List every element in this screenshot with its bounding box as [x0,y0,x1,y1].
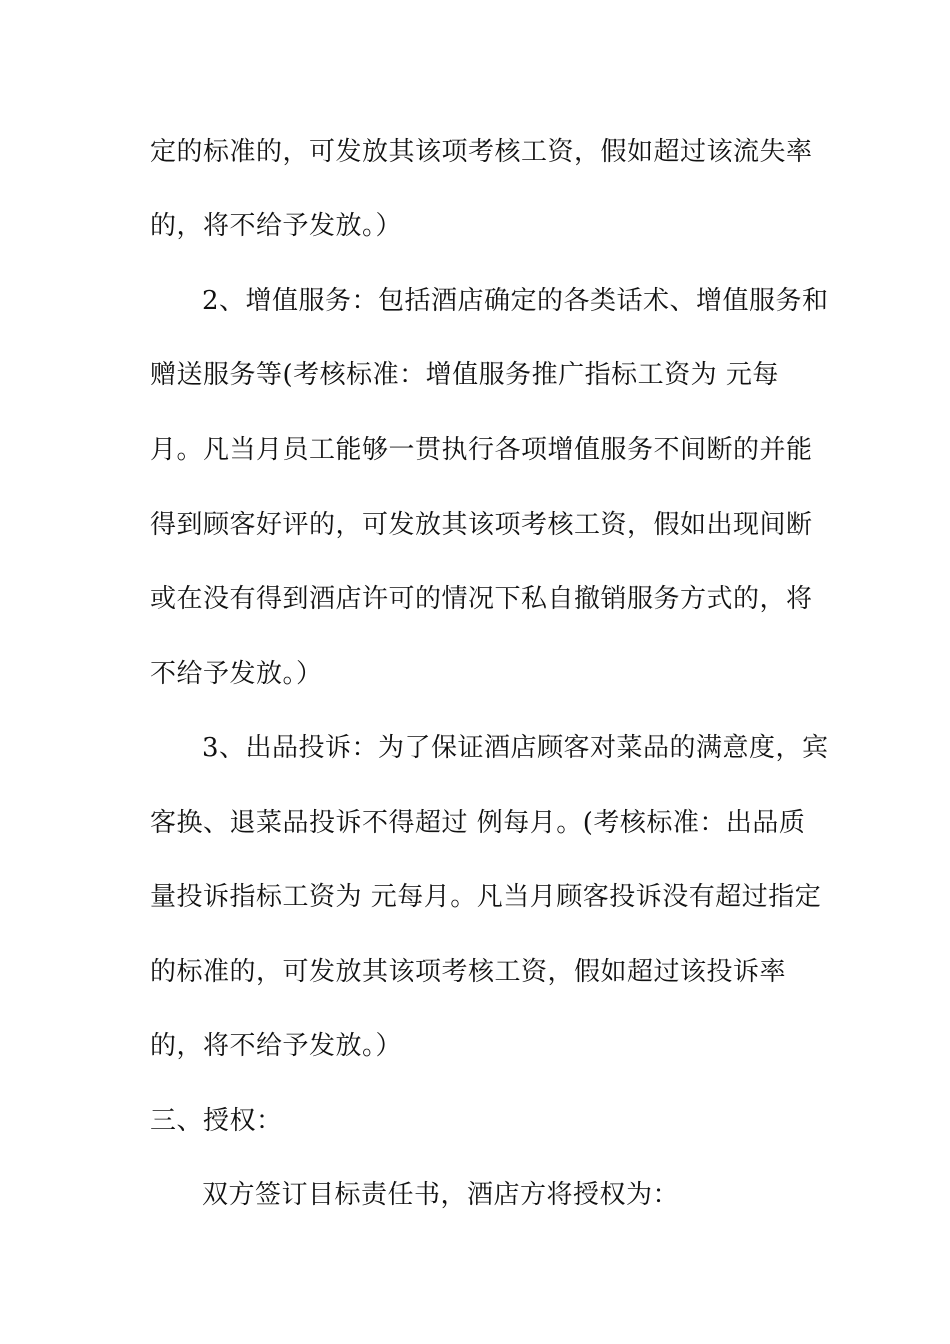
text-line: 客换、退菜品投诉不得超过 例每月。(考核标准：出品质 [150,808,806,838]
paragraph-start-line: 3、出品投诉：为了保证酒店顾客对菜品的满意度，宾 [202,733,829,763]
text-line: 的，将不给予发放。） [150,1031,403,1061]
text-line: 定的标准的，可发放其该项考核工资，假如超过该流失率 [150,137,813,167]
text-line: 赠送服务等(考核标准：增值服务推广指标工资为 元每 [150,360,779,390]
text-line: 或在没有得到酒店许可的情况下私自撤销服务方式的，将 [150,584,813,614]
text-line: 的标准的，可发放其该项考核工资，假如超过该投诉率 [150,957,787,987]
text-line: 得到顾客好评的，可发放其该项考核工资，假如出现间断 [150,510,813,540]
paragraph-start-line: 2、增值服务：包括酒店确定的各类话术、增值服务和 [202,286,829,316]
section-heading: 三、授权： [150,1106,283,1136]
text-line: 的，将不给予发放。） [150,211,403,241]
text-line: 量投诉指标工资为 元每月。凡当月顾客投诉没有超过指定 [150,882,822,912]
paragraph-start-line: 双方签订目标责任书，酒店方将授权为： [202,1180,680,1210]
text-line: 不给予发放。） [150,659,323,689]
text-line: 月。凡当月员工能够一贯执行各项增值服务不间断的并能 [150,435,813,465]
